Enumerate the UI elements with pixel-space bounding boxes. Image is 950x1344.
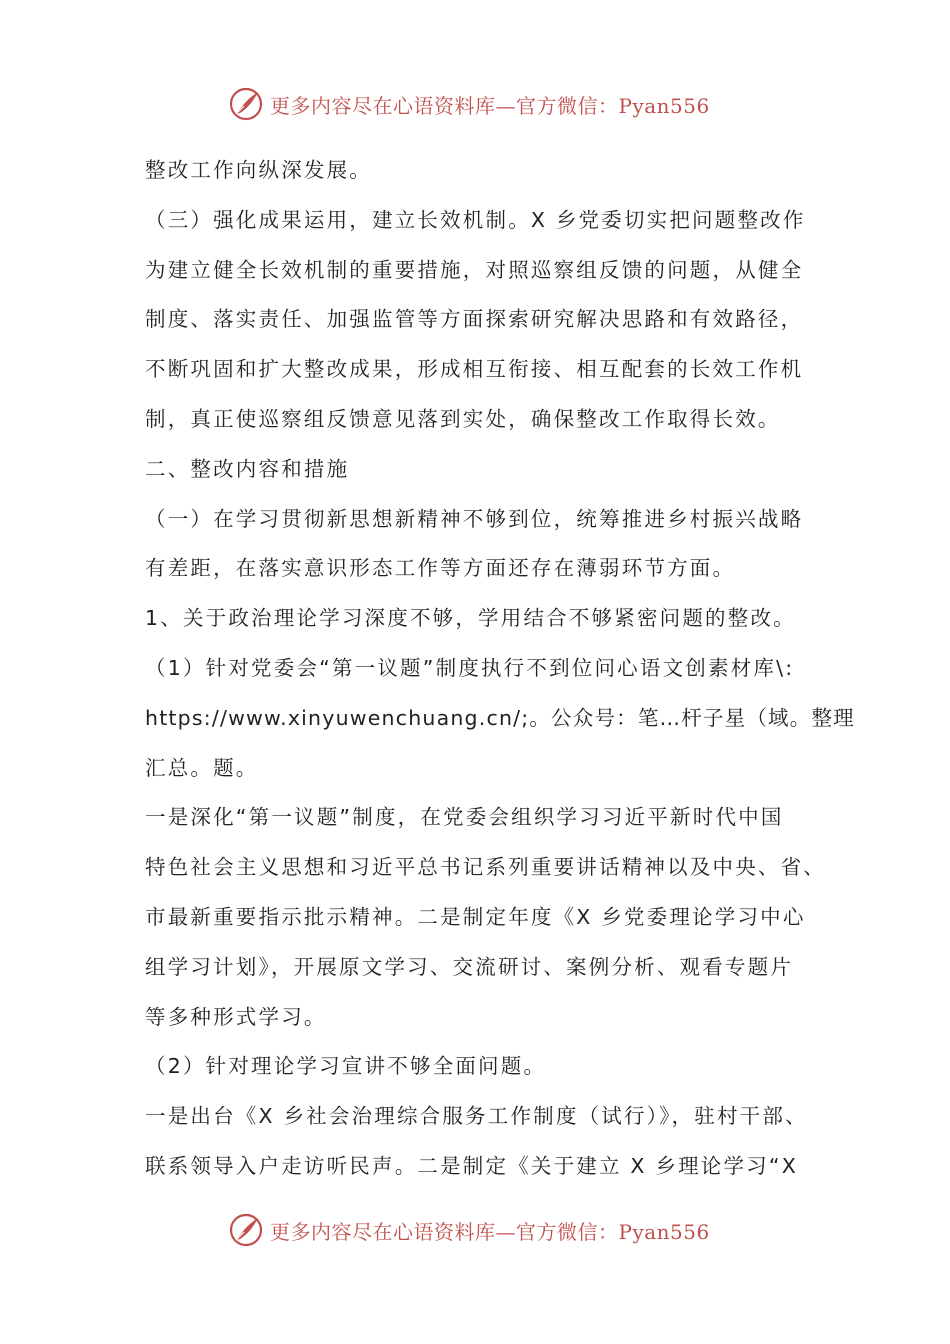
quill-pen-icon [228,86,264,122]
body-line: 不断巩固和扩大整改成果，形成相互衔接、相互配套的长效工作机 [145,357,804,382]
body-line: 制，真正使巡察组反馈意见落到实处，确保整改工作取得长效。 [145,406,781,431]
quill-pen-icon [228,1212,264,1248]
body-line: （1）针对党委会“第一议题”制度执行不到位问心语文创素材库\: [145,655,795,680]
body-line: 等多种形式学习。 [145,1004,327,1029]
body-line: 市最新重要指示批示精神。二是制定年度《X 乡党委理论学习中心 [145,904,806,929]
body-line: 为建立健全长效机制的重要措施，对照巡察组反馈的问题，从健全 [145,257,804,282]
body-line: 有差距，在落实意识形态工作等方面还存在薄弱环节方面。 [145,556,736,581]
body-line: 汇总。题。 [145,755,259,780]
section-heading: 二、整改内容和措施 [145,456,350,481]
body-line: 整改工作向纵深发展。 [145,158,372,182]
body-line: 制度、落实责任、加强监管等方面探索研究解决思路和有效路径， [145,307,804,332]
body-line: （2）针对理论学习宣讲不够全面问题。 [145,1054,547,1079]
body-line: 联系领导入户走访听民声。二是制定《关于建立 X 乡理论学习“X [145,1153,798,1178]
footer-banner-text: 更多内容尽在心语资料库—官方微信：Pyan556 [270,1219,710,1244]
body-line: （一）在学习贯彻新思想新精神不够到位，统筹推进乡村振兴战略 [145,506,804,531]
body-line: 组学习计划》，开展原文学习、交流研讨、案例分析、观看专题片 [145,954,794,979]
footer-banner [228,1210,748,1250]
body-line-url: https://www.xinyuwenchuang.cn/;。公众号：笔…杆子星（域。整理 [145,705,855,730]
body-line: 一是出台《X 乡社会治理综合服务工作制度（试行）》，驻村干部、 [145,1104,808,1129]
body-line: 特色社会主义思想和习近平总书记系列重要讲话精神以及中央、省、 [145,855,826,880]
body-line: （三）强化成果运用，建立长效机制。X 乡党委切实把问题整改作 [145,207,806,232]
header-banner-text: 更多内容尽在心语资料库—官方微信：Pyan556 [270,93,710,118]
body-line: 1、关于政治理论学习深度不够，学用结合不够紧密问题的整改。 [145,606,796,631]
body-line: 一是深化“第一议题”制度，在党委会组织学习习近平新时代中国 [145,805,784,830]
header-banner [228,84,748,124]
document-body [145,146,855,1192]
